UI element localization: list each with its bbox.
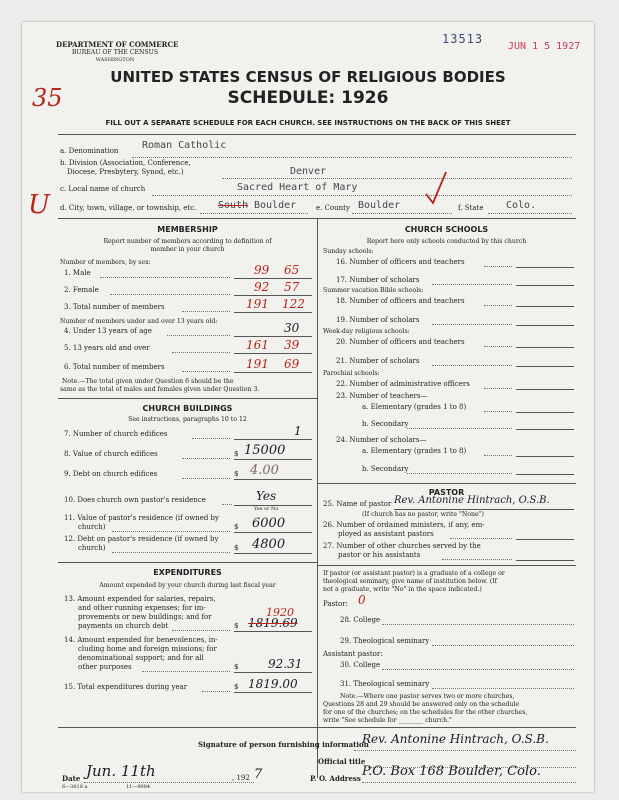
expenditures-intro: Amount expended by your church during last fiscal year [99,582,276,589]
city-line [200,213,308,214]
q13-leader [172,630,230,631]
q25-note: (If church has no pastor, write "None") [362,511,484,518]
date-label: Date [62,774,81,783]
city-value: Boulder [254,200,297,211]
q3-rule [234,312,312,313]
margin-number: 35 [32,84,63,112]
q6-leader [182,371,230,372]
summer-schools-label: Summer vacation Bible schools: [323,287,424,294]
pastor-note-4: write "See schedule for ________ church." [323,717,452,724]
q9-dollar: $ [234,470,239,478]
q20-label: 20. Number of officers and teachers [336,338,465,346]
q6-label: 6. Total number of members [64,363,165,371]
q19-leader [432,324,512,325]
q23a-label: a. Elementary (grades 1 to 8) [362,403,467,411]
q20-leader [484,346,512,347]
q27-leader [442,559,512,560]
q3-correction: 122 [282,297,305,311]
form-title: UNITED STATES CENSUS OF RELIGIOUS BODIES [110,68,506,86]
year-prefix: , 192 [232,774,250,782]
q9-label: 9. Debt on church edifices [64,470,158,478]
q10-leader [222,504,232,505]
state-label: f. State [458,204,484,212]
q6-rule [234,372,312,373]
q25-label: 25. Name of pastor [323,500,392,508]
q22-label: 22. Number of administrative officers [336,380,470,388]
print-number: 11—9084 [126,784,151,790]
pastor-heading: PASTOR [428,488,465,497]
q23-label: 23. Number of teachers— [336,392,428,400]
division-line [222,178,572,179]
rule-bottom [58,727,576,728]
rule-top [58,134,576,135]
q5-label: 5. 13 years old and over [64,344,150,352]
q24a-label: a. Elementary (grades 1 to 8) [362,447,467,455]
q5-leader [172,352,230,353]
q2-value: 92 [254,280,270,294]
age-label: Number of members under and over 13 years old: [60,318,218,325]
q25-rule [394,509,574,510]
denomination-line [132,157,572,158]
q24b-leader [407,473,512,474]
q28-label: 28. College [340,616,381,624]
pastor-note-2: Questions 28 and 29 should be answered only on the schedule [323,701,520,708]
q3-label: 3. Total number of members [64,303,165,311]
q13-value: 1819.69 [248,616,298,630]
q14-leader [142,671,230,672]
q30-label: 30. College [340,661,381,669]
q10-value: Yes [256,489,277,503]
q17-label: 17. Number of scholars [336,276,420,284]
membership-heading: MEMBERSHIP [157,225,218,234]
q15-dollar: $ [234,683,239,691]
q13-rule [234,631,312,632]
rule-membership [58,398,317,399]
denomination-label: a. Denomination [60,147,119,155]
rule-buildings [58,562,317,563]
q5-correction: 39 [284,338,300,352]
q29-line [432,645,574,646]
q8-rule [234,459,312,460]
state-line [488,213,572,214]
q29-label: 29. Theological seminary [340,637,430,645]
q21-label: 21. Number of scholars [336,357,420,365]
date-value: Jun. 11th [86,762,156,780]
q23b-label: b. Secondary [362,420,409,428]
q2-leader [110,294,230,295]
pastor-name-value: Rev. Antonine Hintrach, O.S.B. [394,495,550,506]
q24a-leader [484,455,512,456]
q12-label-2: church) [78,544,106,552]
q7-label: 7. Number of church edifices [64,430,168,438]
local-name-value: Sacred Heart of Mary [237,182,358,193]
q12-value: 4800 [252,537,286,552]
q9-rule [234,479,312,480]
membership-note-2: same as the total of males and females given under Question 3. [60,386,260,393]
q8-leader [182,458,230,459]
po-address-label: P. O. Address [310,774,361,783]
q14-line-1: 14. Amount expended for benevolences, in- [64,636,218,644]
q9-leader [182,478,230,479]
year-value: 7 [254,767,263,782]
q18-label: 18. Number of officers and teachers [336,297,465,305]
q19-rule [516,325,574,326]
county-value: Boulder [358,200,401,211]
membership-note-1: Note.—The total given under Question 6 should be the [62,378,234,385]
q1-correction: 65 [284,263,300,277]
q14-line-2: cluding home and foreign missions; for [78,645,217,653]
q7-value: 1 [294,424,302,438]
pastor-edu-value: 0 [358,593,366,607]
division-label: b. Division (Association, Conference, [60,159,191,167]
q14-line-3: denominational support; and for all [78,654,204,662]
q2-correction: 57 [284,280,300,294]
q7-rule [234,439,312,440]
q15-label: 15. Total expenditures during year [64,683,188,691]
schools-heading: CHURCH SCHOOLS [404,225,489,234]
city-label: d. City, town, village, or township, etc. [60,204,197,212]
q1-leader [100,277,230,278]
po-address-value: P.O. Box 168 Boulder, Colo. [362,764,541,779]
q8-value: 15000 [244,443,286,458]
column-divider [317,218,318,778]
q26-rule [516,539,574,540]
q14-value: 92.31 [268,657,303,671]
expenditures-heading: EXPENDITURES [153,568,222,577]
official-title-label: Official title [318,757,366,766]
signature-value: Rev. Antonine Hintrach, O.S.B. [362,732,549,746]
po-address-line [362,782,576,783]
schools-intro: Report here only schools conducted by this church [366,238,527,245]
q4-leader [167,335,230,336]
q22-leader [484,388,512,389]
by-sex-label: Number of members, by sex: [60,259,151,266]
weekday-schools-label: Week-day religious schools: [323,328,410,335]
graduate-note-1: If pastor (or assistant pastor) is a graduate of a college or [323,570,505,577]
q15-leader [202,691,230,692]
buildings-intro: See instructions, paragraphs 10 to 12 [128,416,247,423]
q3-value: 191 [246,297,269,311]
received-date-stamp: JUN 1 5 1927 [508,41,581,52]
census-schedule-sheet [22,22,594,792]
q17-rule [516,285,574,286]
state-value: Colo. [506,200,537,211]
q22-rule [516,389,574,390]
q12-dollar: $ [234,544,239,552]
buildings-heading: CHURCH BUILDINGS [142,404,233,413]
q23b-leader [407,428,512,429]
q19-label: 19. Number of scholars [336,316,420,324]
assistant-edu-label: Assistant pastor: [323,650,383,658]
pastor-note-1: Note.—Where one pastor serves two or more churches, [340,693,515,700]
q14-line-4: other purposes [78,663,132,671]
local-name-line [152,195,572,196]
q21-rule [516,366,574,367]
q15-rule [234,692,312,693]
graduate-note-3: not a graduate, write "No" in the space indicated.) [323,586,482,593]
q6-value: 191 [246,357,269,371]
q3-leader [182,311,230,312]
q23a-leader [484,411,512,412]
q13-dollar: $ [234,622,239,630]
q5-value: 161 [246,338,269,352]
q9-value: 4.00 [250,463,279,478]
date-line [84,782,254,783]
membership-intro-1: Report number of members according to definition of [103,238,272,245]
q4-rule [234,336,312,337]
margin-check-mark: U [28,190,50,220]
q10-options: Yes or No [254,506,279,512]
q16-label: 16. Number of officers and teachers [336,258,465,266]
form-number: 6—3618 a [62,784,88,790]
q11-label: 11. Value of pastor's residence (if owned by [64,514,219,522]
denomination-value: Roman Catholic [142,140,227,151]
q13-line-3: provements or new buildings; and for [78,613,212,621]
q18-rule [516,306,574,307]
q20-rule [516,347,574,348]
q24b-rule [516,474,574,475]
q11-rule [234,532,312,533]
q26-label-2: ployed as assistant pastors [338,530,434,538]
q15-value: 1819.00 [248,677,298,691]
q26-label: 26. Number of ordained ministers, if any, em- [323,521,485,529]
q24a-rule [516,456,574,457]
red-check-icon [424,170,448,206]
q14-rule [234,672,312,673]
q13-line-4: payments on church debt [78,622,169,630]
division-label-2: Diocese, Presbytery, Synod, etc.) [67,168,184,176]
q4-value: 30 [284,321,300,335]
q24b-label: b. Secondary [362,465,409,473]
q11-leader [112,531,230,532]
signature-line [354,750,576,751]
pastor-note-3: for one of the churches; on the schedules for the other churches, [323,709,528,716]
city-label: WASHINGTON [95,57,135,63]
fill-instructions: FILL OUT A SEPARATE SCHEDULE FOR EACH CHURCH. SEE INSTRUCTIONS ON THE BACK OF THIS SHEET [105,119,511,127]
pastor-edu-label: Pastor: [323,600,348,608]
graduate-note-2: theological seminary, give name of institution below. (If [323,578,497,585]
division-value: Denver [290,166,327,177]
q31-label: 31. Theological seminary [340,680,430,688]
q27-label-2: pastor or his assistants [338,551,421,559]
q10-label: 10. Does church own pastor's residence [64,496,206,504]
q12-leader [112,552,230,553]
q31-line [432,688,574,689]
county-label: e. County [316,204,350,212]
q11-label-2: church) [78,523,106,531]
q24-label: 24. Number of scholars— [336,436,427,444]
q18-leader [484,305,512,306]
q21-leader [432,365,512,366]
q16-leader [484,266,512,267]
department-label: DEPARTMENT OF COMMERCE [56,40,179,49]
q2-rule [234,295,312,296]
q27-rule [516,560,574,561]
q16-rule [516,267,574,268]
form-subtitle: SCHEDULE: 1926 [227,88,389,108]
sunday-schools-label: Sunday schools: [323,248,374,255]
q11-dollar: $ [234,523,239,531]
q13-line-2: and other running expenses; for im- [78,604,206,612]
q30-line [382,669,574,670]
city-struck-value: South [218,200,249,211]
q13-correction: 1920 [266,606,294,619]
signature-label: Signature of person furnishing information [198,740,369,749]
q1-rule [234,278,312,279]
bureau-label: BUREAU OF THE CENSUS [71,49,159,56]
q23a-rule [516,412,574,413]
q5-rule [234,353,312,354]
q8-dollar: $ [234,450,239,458]
q23b-rule [516,429,574,430]
q2-label: 2. Female [64,286,99,294]
rule-pastor [317,565,576,566]
q6-correction: 69 [284,357,300,371]
q28-line [382,624,574,625]
q8-label: 8. Value of church edifices [64,450,158,458]
local-name-label: c. Local name of church [60,185,146,193]
q1-value: 99 [254,263,270,277]
q11-value: 6000 [252,516,286,531]
q12-label: 12. Debt on pastor's residence (if owned by [64,535,219,543]
q14-dollar: $ [234,663,239,671]
q12-rule [234,553,312,554]
q26-leader [450,538,512,539]
q27-label: 27. Number of other churches served by the [323,542,481,550]
q4-label: 4. Under 13 years of age [64,327,152,335]
q7-leader [192,438,230,439]
membership-intro-2: member in your church [150,246,225,253]
serial-stamp: 13513 [442,32,484,46]
q17-leader [432,284,512,285]
county-line [352,213,452,214]
parochial-schools-label: Parochial schools: [323,370,380,377]
q13-line-1: 13. Amount expended for salaries, repairs, [64,595,216,603]
rule-schools [317,483,576,484]
q1-label: 1. Male [64,269,91,277]
